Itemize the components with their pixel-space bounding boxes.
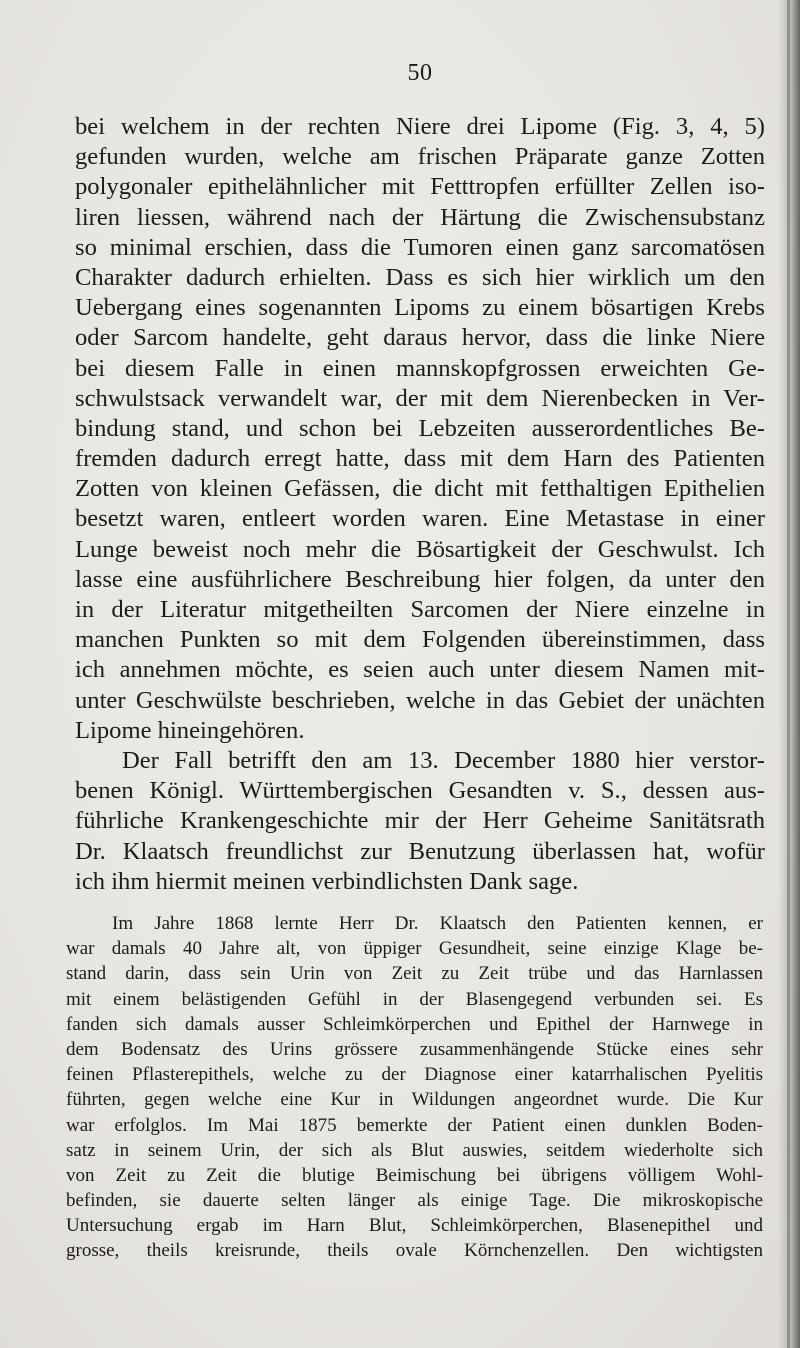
note-line: dem Bodensatz des Urins grössere zusammenhängende Stücke eines sehr [66, 1038, 763, 1060]
text-line: gefunden wurden, welche am frischen Präparate ganze Zotten [75, 143, 765, 171]
text-line: liren liessen, während nach der Härtung die Zwischensubstanz [75, 203, 765, 231]
text-line: fremden dadurch erregt hatte, dass mit dem Harn des Patienten [75, 445, 765, 473]
page-edge-line [787, 0, 790, 1348]
text-line: in der Literatur mitgetheilten Sarcomen der Niere einzelne in [75, 596, 765, 623]
text-line: benen Königl. Württembergischen Gesandten v. S., dessen aus- [75, 777, 765, 805]
note-line: führten, gegen welche eine Kur in Wildungen angeordnet wurde. Die Kur [66, 1089, 763, 1111]
text-line: Lipome hineingehören. [75, 716, 305, 744]
text-line: polygonaler epithelähnlicher mit Fetttropfen erfüllter Zellen iso- [75, 173, 765, 201]
note-line: fanden sich damals ausser Schleimkörperchen und Epithel der Harnwege in [66, 1013, 763, 1035]
text-line: lasse eine ausführlichere Beschreibung hier folgen, da unter den [75, 565, 765, 593]
text-line: bei diesem Falle in einen mannskopfgrossen erweichten Ge- [75, 354, 765, 382]
note-line: war erfolglos. Im Mai 1875 bemerkte der Patient einen dunklen Boden- [66, 1114, 763, 1136]
text-line: Charakter dadurch erhielten. Dass es sich hier wirklich um den [75, 263, 765, 291]
text-line: ich ihm hiermit meinen verbindlichsten Dank sage. [75, 867, 579, 895]
text-line: Uebergang eines sogenannten Lipoms zu einem bösartigen Krebs [75, 294, 765, 322]
note-line: war damals 40 Jahre alt, von üppiger Gesundheit, seine einzige Klage be- [66, 938, 763, 960]
main-paragraphs [75, 112, 765, 897]
note-line: grosse, theils kreisrunde, theils ovale Körnchenzellen. Den wichtigsten [66, 1240, 763, 1262]
text-line: schwulstsack verwandelt war, der mit dem Nierenbecken in Ver- [75, 384, 765, 412]
text-line: Lunge beweist noch mehr die Bösartigkeit der Geschwulst. Ich [75, 535, 765, 563]
text-line: manchen Punkten so mit dem Folgenden übereinstimmen, dass [75, 626, 765, 654]
text-line: ich annehmen möchte, es seien auch unter diesem Namen mit- [75, 656, 765, 684]
text-line: so minimal erschien, dass die Tumoren einen ganz sarcomatösen [75, 233, 765, 261]
note-line: feinen Pflasterepithels, welche zu der Diagnose einer katarrhalischen Pyelitis [66, 1064, 763, 1086]
text-line: unter Geschwülste beschrieben, welche in das Gebiet der unächten [75, 686, 765, 714]
note-line: stand darin, dass sein Urin von Zeit zu Zeit trübe und das Harnlassen [66, 963, 763, 985]
text-line: Der Fall betrifft den am 13. December 1880 hier verstor- [122, 746, 765, 774]
page-number: 50 [407, 60, 433, 86]
text-line: oder Sarcom handelte, geht daraus hervor, dass die linke Niere [75, 324, 765, 352]
text-line: führliche Krankengeschichte mir der Herr Geheime Sanitätsrath [75, 807, 765, 835]
text-line: bindung stand, und schon bei Lebzeiten ausserordentliches Be- [75, 414, 765, 442]
note-line: mit einem belästigenden Gefühl in der Blasengegend verbunden sei. Es [66, 988, 763, 1010]
text-line: Dr. Klaatsch freundlichst zur Benutzung überlassen hat, wofür [75, 837, 765, 865]
note-line: von Zeit zu Zeit die blutige Beimischung bei übrigens völligem Wohl- [66, 1164, 763, 1186]
note-line: satz in seinem Urin, der sich als Blut auswies, seitdem wiederholte sich [66, 1139, 763, 1161]
text-line: bei welchem in der rechten Niere drei Lipome (Fig. 3, 4, 5) [75, 113, 765, 140]
note-line: Untersuchung ergab im Harn Blut, Schleimkörperchen, Blasenepithel und [66, 1215, 763, 1237]
note-line: befinden, sie dauerte selten länger als einige Tage. Die mikroskopische [66, 1190, 763, 1212]
note-line: Im Jahre 1868 lernte Herr Dr. Klaatsch den Patienten kennen, er [112, 913, 763, 934]
case-history-paragraph [66, 911, 763, 1264]
text-line: besetzt waren, entleert worden waren. Eine Metastase in einer [75, 505, 765, 533]
text-line: Zotten von kleinen Gefässen, die dicht mit fetthaltigen Epithelien [75, 475, 765, 503]
